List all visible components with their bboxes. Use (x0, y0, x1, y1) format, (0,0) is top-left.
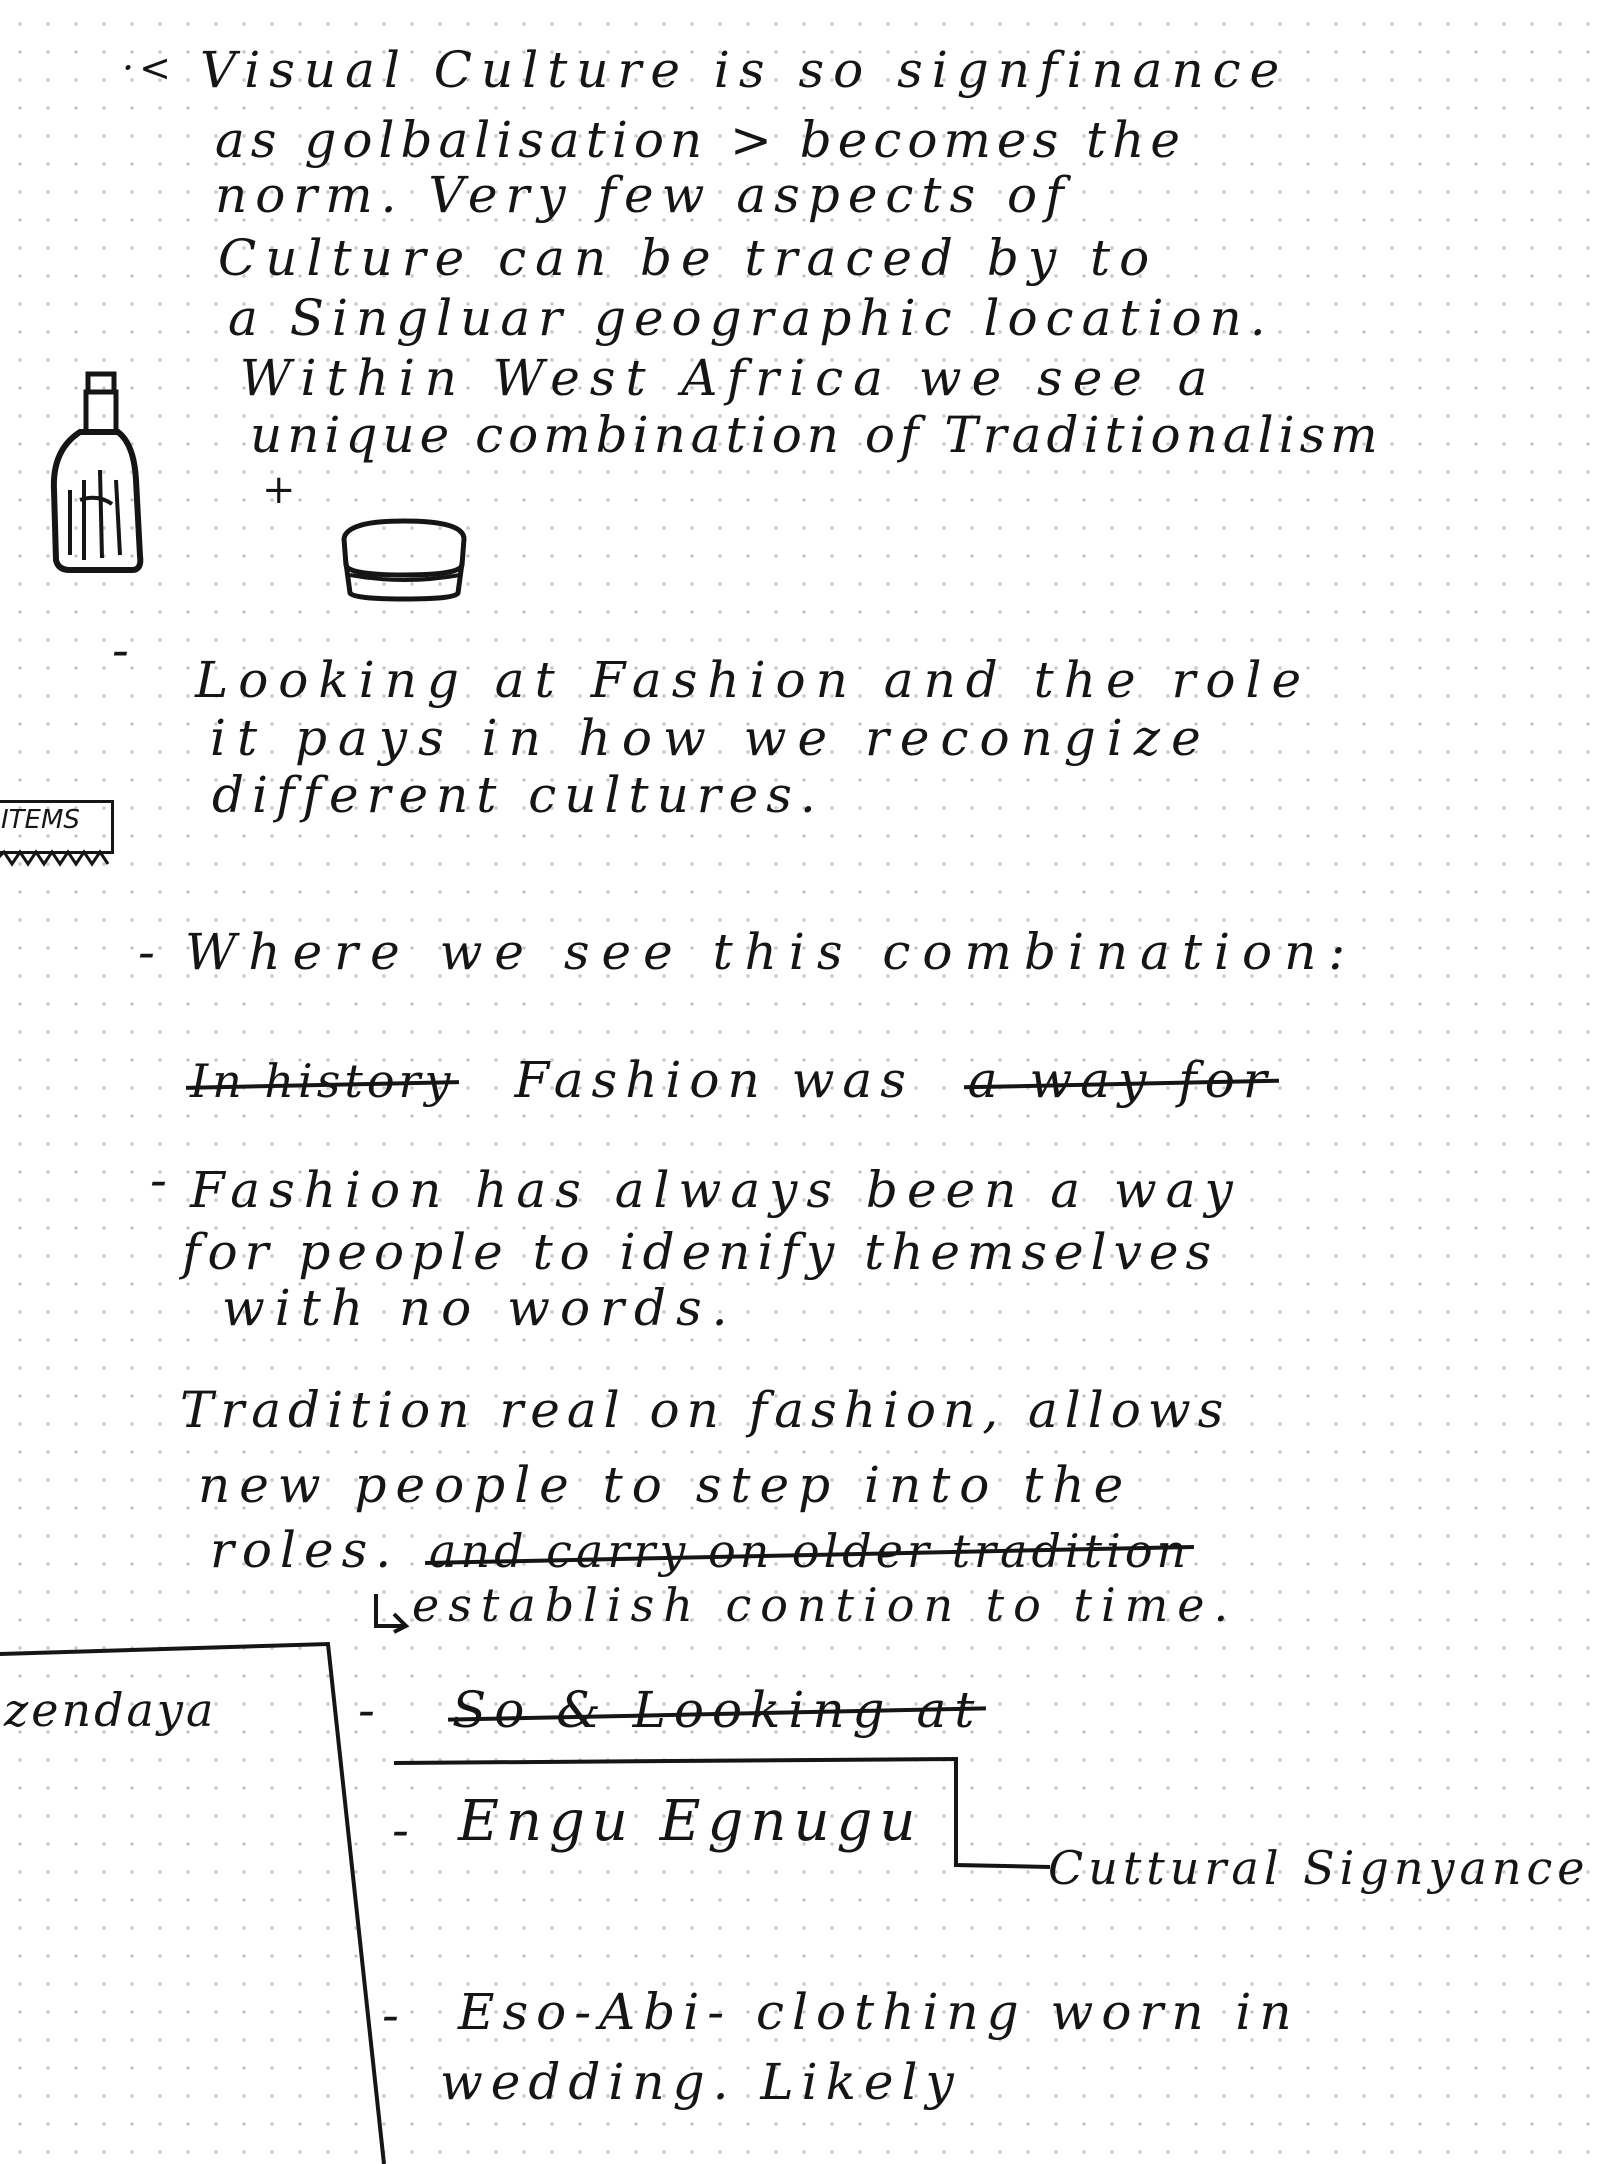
p5-line-2: for people to idenify themselves (182, 1223, 1219, 1281)
list-item-2-dash: - (392, 1801, 414, 1859)
p4-struck-end: a way for (967, 1051, 1275, 1109)
p2-line-1: Looking at Fashion and the role (195, 651, 1312, 709)
list-item-2: Engu Egnugu (458, 1789, 923, 1854)
items-label: ITEMS (0, 800, 114, 854)
p1-plus: + (262, 467, 301, 513)
jar-lid-doodle (330, 515, 480, 605)
p2-dash: - (112, 621, 134, 679)
p6-line-4: establish contion to time. (412, 1578, 1238, 1632)
p6-struck: and carry on older tradition (429, 1521, 1190, 1581)
list-item-3-line-1: Eso-Abi- clothing worn in (458, 1983, 1300, 2041)
list-item-1-dash: - (358, 1681, 380, 1739)
p1-line-5: a Singluar geographic location. (228, 289, 1274, 347)
p1-line-7: unique combination of Traditionalism (250, 406, 1383, 464)
p1-line-3: norm. Very few aspects of (215, 166, 1072, 224)
p2-line-2: it pays in how we recongize (210, 709, 1212, 767)
list-item-3-dash: - (382, 1986, 404, 2044)
p3-dash: - (138, 923, 160, 981)
list-item-1: So & Looking at (452, 1681, 983, 1739)
p6-line-1: Tradition real on fashion, allows (180, 1381, 1231, 1439)
p4-mid: Fashion was (514, 1051, 914, 1109)
p4-line (190, 1050, 1275, 1111)
list-item-3-line-2: wedding. Likely (440, 2053, 962, 2111)
p1-line-1: Visual Culture is so signfinance (200, 41, 1289, 99)
sidebar-label: zendaya (4, 1683, 217, 1737)
p1-line-4: Culture can be traced by to (218, 229, 1159, 287)
p1-line-2: as golbalisation > becomes the (215, 111, 1186, 169)
p6-roles: roles. (210, 1521, 400, 1579)
arrow-corner-icon (372, 1592, 412, 1632)
items-scribble (0, 850, 114, 870)
p5-line-3: with no words. (222, 1279, 738, 1337)
p5-dash: - (150, 1151, 172, 1209)
p6-line-3 (210, 1520, 1190, 1581)
angle-mark: ·< (122, 46, 176, 90)
p1-line-6: Within West Africa we see a (240, 349, 1218, 407)
p4-struck-start: In history (190, 1051, 455, 1111)
p5-line-1: Fashion has always been a way (190, 1161, 1242, 1219)
p6-line-2: new people to step into the (198, 1456, 1133, 1514)
p3-line: Where we see this combination: (185, 923, 1358, 981)
p2-line-3: different cultures. (212, 766, 824, 824)
list-item-2-note: Cuttural Signyance (1048, 1841, 1590, 1895)
bottle-doodle (40, 370, 160, 590)
